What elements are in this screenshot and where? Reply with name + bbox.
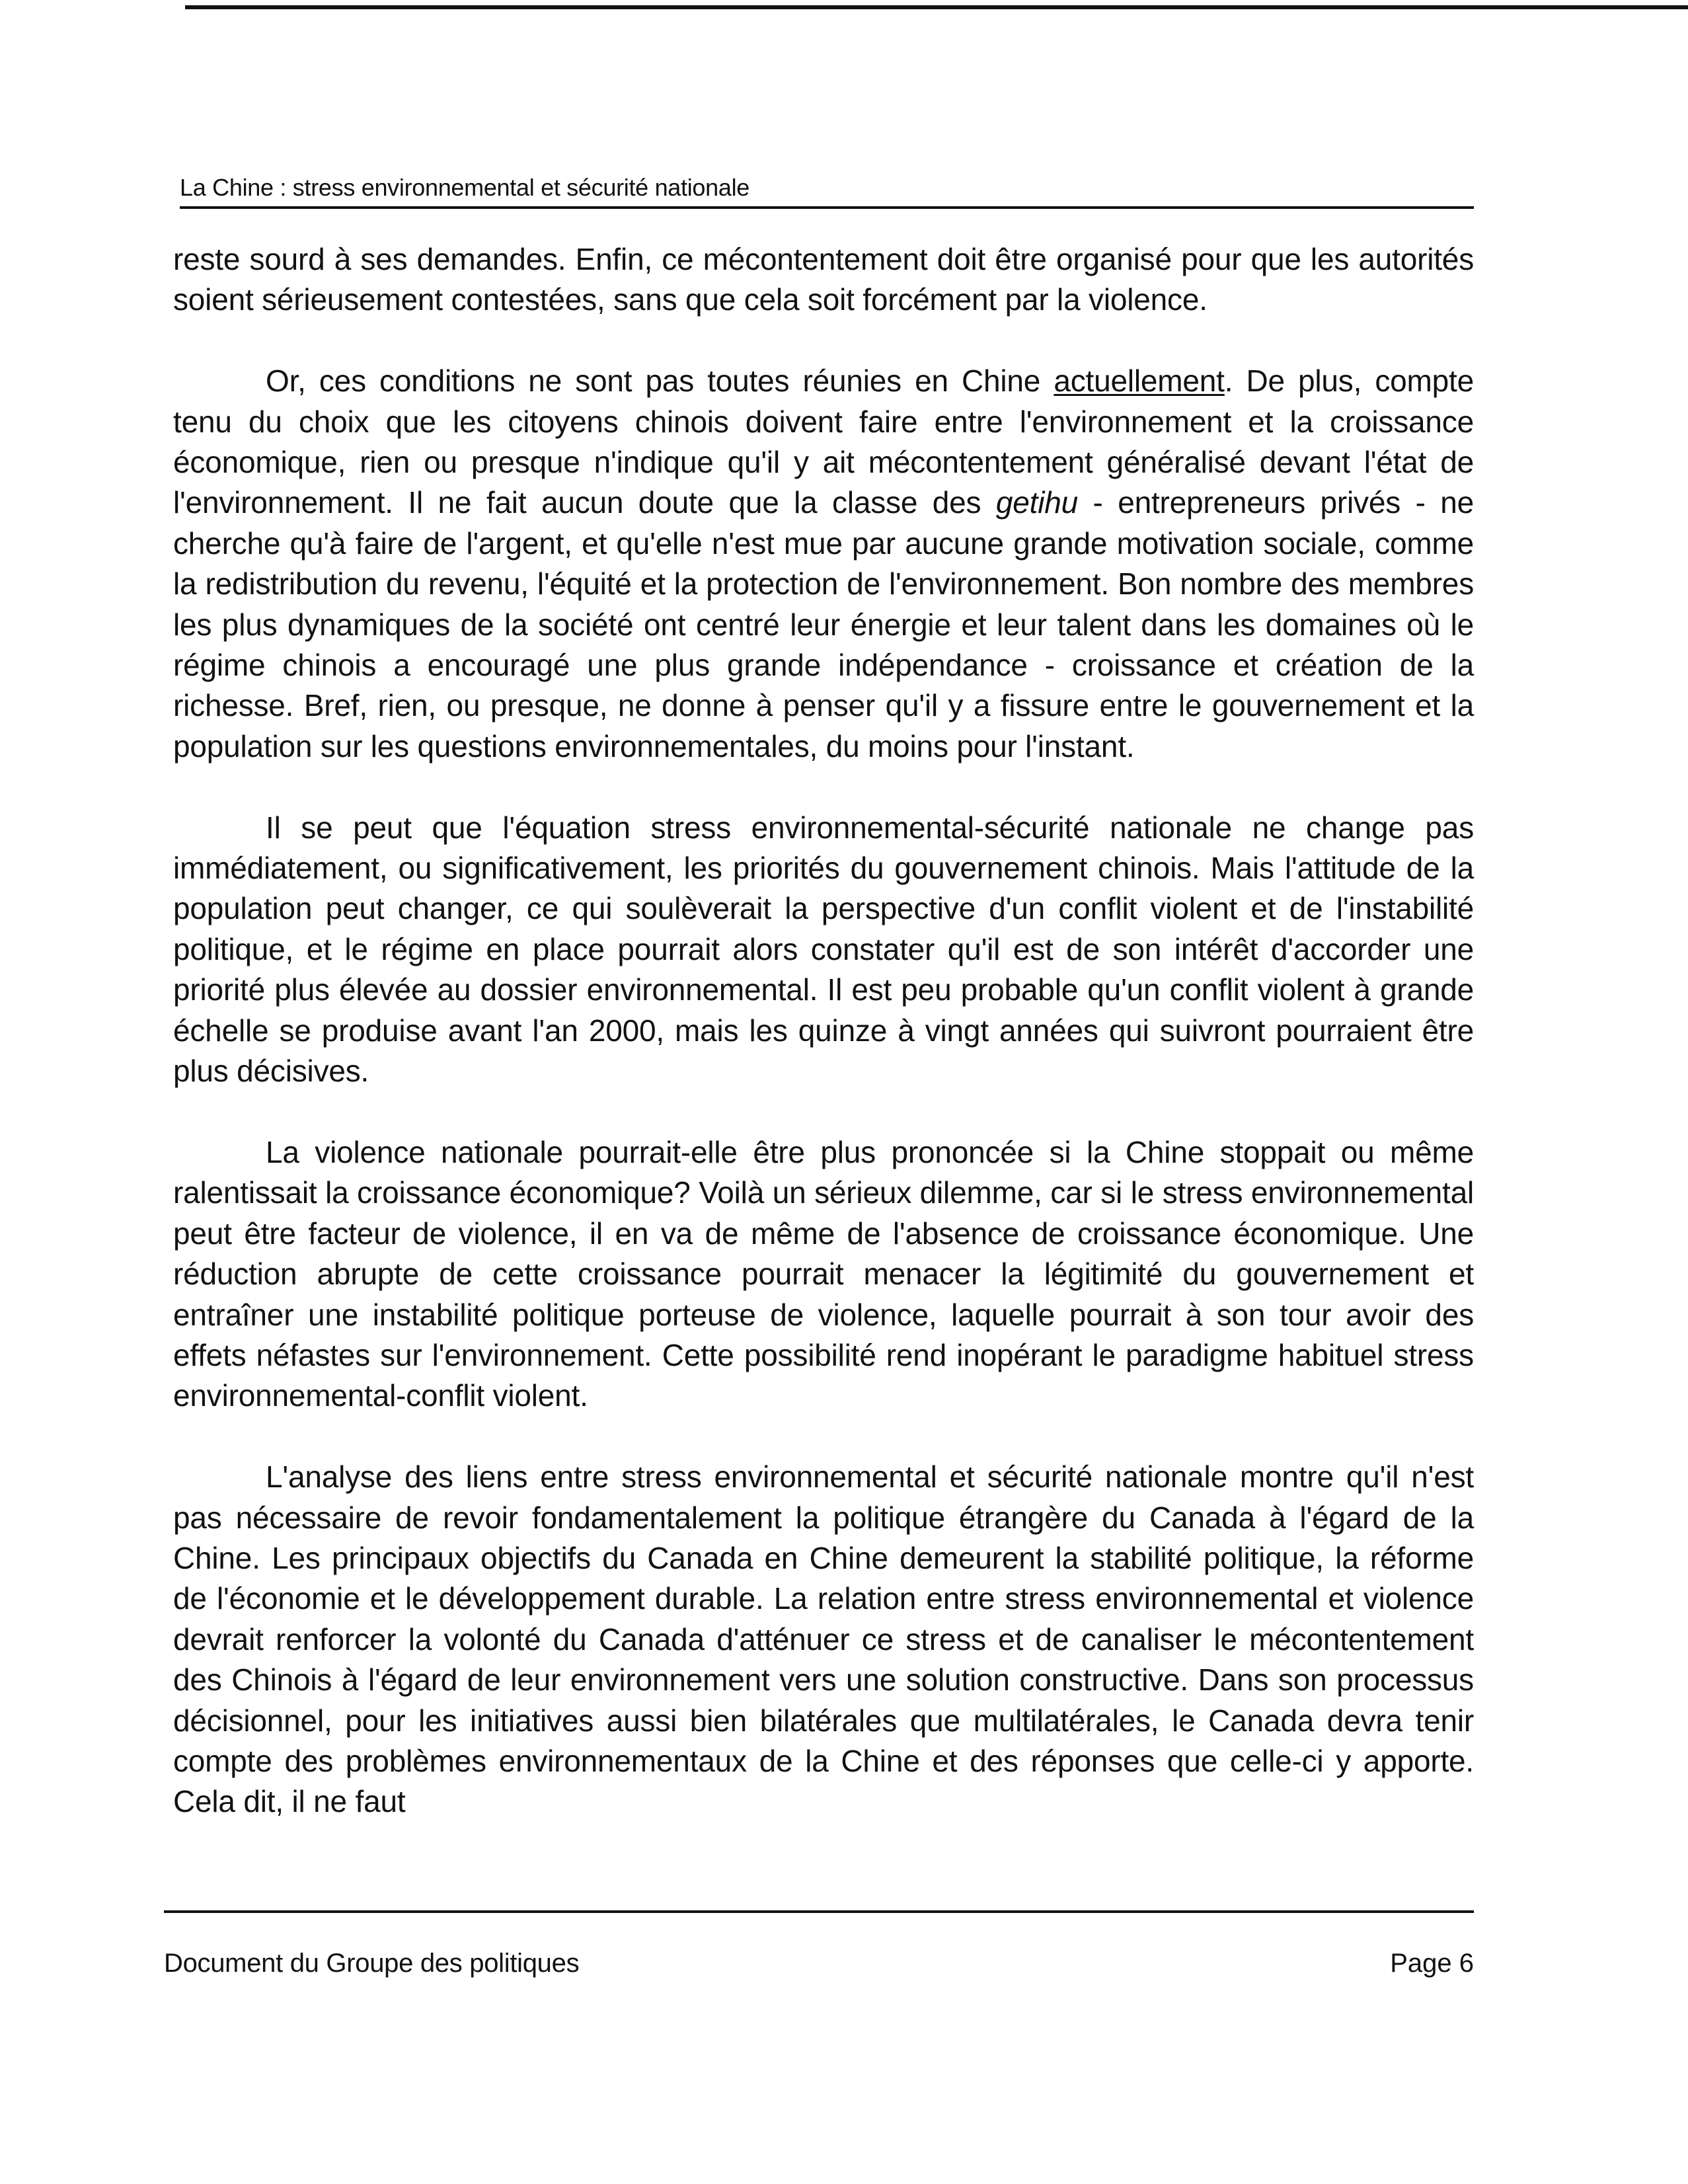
page-number: Page 6 [1390,1949,1474,1978]
paragraph-4: La violence nationale pourrait-elle être plus prononcée si la Chine stoppait ou même ralentissait la croissance économique? Voilà un sérieux dilemme, car si le stress environnemental peut être facteur de violence, il en va de même de l'absence de croissance économique. Une réduction abrupte de cette croissance pourrait menacer la légitimité du gouvernement et entraîner une instabilité politique porteuse de violence, laquelle pourrait à son tour avoir des effets néfastes sur l'environnement. Cette possibilité rend inopérant le paradigme habituel stress environnemental-conflit violent. [173,1134,1474,1413]
footer-document-label: Document du Groupe des politiques [164,1949,580,1978]
footer-divider [164,1910,1474,1913]
document-body [173,239,1474,1822]
italic-term: getihu [995,485,1079,520]
running-header: La Chine : stress environnemental et sécurité nationale [180,173,1474,209]
scan-top-border [185,5,1688,9]
paragraph-2-part-b: . De plus, compte tenu du choix que les citoyens chinois doivent faire entre l'environnement et la croissance économique, rien ou presque n'indique qu'il y ait mécontentement généralisé devant l'état de l'environnement. Il ne fait aucun doute que la classe des [173,364,1474,520]
underlined-word: actuellement [1054,364,1225,399]
paragraph-2-part-c: - entrepreneurs privés - ne cherche qu'à faire de l'argent, et qu'elle n'est mue par aucune grande motivation sociale, comme la redistribution du revenu, l'équité et la protection de l'environnement. Bon nombre des membres les plus dynamiques de la société ont centré leur énergie et leur talent dans les domaines où le régime chinois a encouragé une plus grande indépendance - croissance et création de la richesse. Bref, rien, ou presque, ne donne à penser qu'il y a fissure entre le gouvernement et la population sur les questions environnementales, du moins pour l'instant. [173,485,1474,763]
paragraph-2 [173,361,1474,767]
paragraph-3: Il se peut que l'équation stress environnemental-sécurité nationale ne change pas immédiatement, ou significativement, les priorités du gouvernement chinois. Mais l'attitude de la population peut changer, ce qui soulèverait la perspective d'un conflit violent et de l'instabilité politique, et le régime en place pourrait alors constater qu'il est de son intérêt d'accorder une priorité plus élevée au dossier environnemental. Il est peu probable qu'un conflit violent à grande échelle se produise avant l'an 2000, mais les quinze à vingt années qui suivront pourraient être plus décisives. [173,810,1474,1089]
paragraph-1: reste sourd à ses demandes. Enfin, ce mécontentement doit être organisé pour que les autorités soient sérieusement contestées, sans que cela soit forcément par la violence. [173,242,1474,317]
paragraph-2-part-a: Or, ces conditions ne sont pas toutes réunies en Chine [266,364,1054,399]
paragraph-5: L'analyse des liens entre stress environnemental et sécurité nationale montre qu'il n'est pas nécessaire de revoir fondamentalement la politique étrangère du Canada à l'égard de la Chine. Les principaux objectifs du Canada en Chine demeurent la stabilité politique, la réforme de l'économie et le développement durable. La relation entre stress environnemental et violence devrait renforcer la volonté du Canada d'atténuer ce stress et de canaliser le mécontentement des Chinois à l'égard de leur environnement vers une solution constructive. Dans son processus décisionnel, pour les initiatives aussi bien bilatérales que multilatérales, le Canada devra tenir compte des problèmes environnementaux de la Chine et des réponses que celle-ci y apporte. Cela dit, il ne faut [173,1460,1474,1819]
